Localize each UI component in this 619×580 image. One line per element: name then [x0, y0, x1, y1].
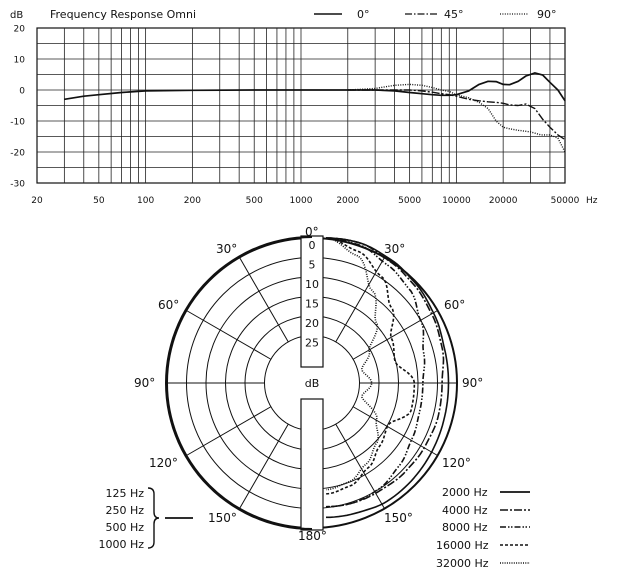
polar-pattern-chart	[98, 225, 530, 570]
polar-series-3	[326, 238, 414, 494]
left-legend-item-3: 1000 Hz	[98, 538, 144, 551]
x-tick-labels	[31, 196, 579, 206]
right-legend-label-2: 8000 Hz	[442, 521, 488, 534]
series-lines	[64, 73, 565, 152]
series-line-0	[64, 73, 565, 101]
x-tick-label: 500	[245, 196, 263, 206]
angle-label-left-90: 90°	[134, 376, 156, 390]
radius-tick-label: 0	[308, 239, 316, 252]
y-axis-unit-label: dB	[10, 10, 24, 21]
x-tick-label: 5000	[398, 196, 422, 206]
legend-label-90deg: 90°	[537, 8, 557, 21]
y-tick-label: -30	[10, 179, 25, 190]
radius-tick-label: 25	[305, 336, 319, 350]
left-legend-item-1: 250 Hz	[105, 504, 144, 517]
x-tick-label: 50000	[550, 196, 580, 206]
polar-series-0	[326, 238, 449, 517]
x-tick-label: 2000	[336, 196, 360, 206]
radius-tick-label: 15	[305, 297, 319, 311]
polar-radius-unit: dB	[304, 377, 320, 390]
angle-label-left-150: 150°	[208, 511, 237, 525]
left-legend-brace	[148, 488, 159, 548]
right-half-legend	[436, 486, 530, 570]
right-legend-label-0: 2000 Hz	[442, 486, 488, 499]
legend-label-0deg: 0°	[357, 8, 370, 21]
frequency-response-chart	[10, 8, 598, 206]
y-tick-label: 20	[13, 24, 25, 35]
y-tick-label: -20	[10, 148, 25, 159]
left-legend-item-0: 125 Hz	[105, 487, 144, 500]
angle-label-180: 180°	[298, 529, 327, 543]
angle-label-left-60: 60°	[158, 298, 180, 312]
angle-label-right-30: 30°	[384, 242, 406, 256]
x-tick-label: 20000	[488, 196, 518, 206]
y-tick-labels	[10, 25, 25, 190]
x-tick-label: 100	[137, 196, 155, 206]
left-legend-item-2: 500 Hz	[105, 521, 144, 534]
y-tick-label: 10	[13, 55, 25, 66]
angle-label-right-150: 150°	[384, 511, 413, 525]
x-tick-label: 20	[31, 196, 43, 206]
y-tick-label: -10	[10, 117, 25, 128]
legend-label-45deg: 45°	[444, 8, 464, 21]
right-legend-label-1: 4000 Hz	[442, 504, 488, 517]
angle-label-left-120: 120°	[149, 456, 178, 470]
x-tick-label: 50	[93, 196, 105, 206]
angle-label-right-120: 120°	[442, 456, 471, 470]
x-tick-label: 1000	[289, 196, 313, 206]
radius-tick-label: 5	[308, 258, 316, 272]
chart-title: Frequency Response Omni	[50, 8, 197, 21]
bottom-axis-channel	[301, 399, 323, 530]
x-axis-unit-label: Hz	[586, 196, 598, 206]
polar-series-1	[326, 238, 444, 507]
angle-label-right-60: 60°	[444, 298, 466, 312]
grid	[37, 28, 565, 183]
left-half-legend	[98, 487, 193, 551]
angle-label-0: 0°	[305, 225, 319, 239]
angle-label-left-30: 30°	[216, 242, 238, 256]
radius-tick-label: 20	[305, 317, 319, 330]
y-tick-label: 0	[19, 86, 25, 97]
x-tick-label: 200	[183, 196, 201, 206]
radius-tick-label: 10	[305, 278, 319, 291]
angle-label-right-90: 90°	[462, 376, 484, 390]
right-legend-label-3: 16000 Hz	[436, 539, 489, 552]
x-tick-label: 10000	[442, 196, 471, 206]
right-legend-label-4: 32000 Hz	[436, 557, 489, 570]
